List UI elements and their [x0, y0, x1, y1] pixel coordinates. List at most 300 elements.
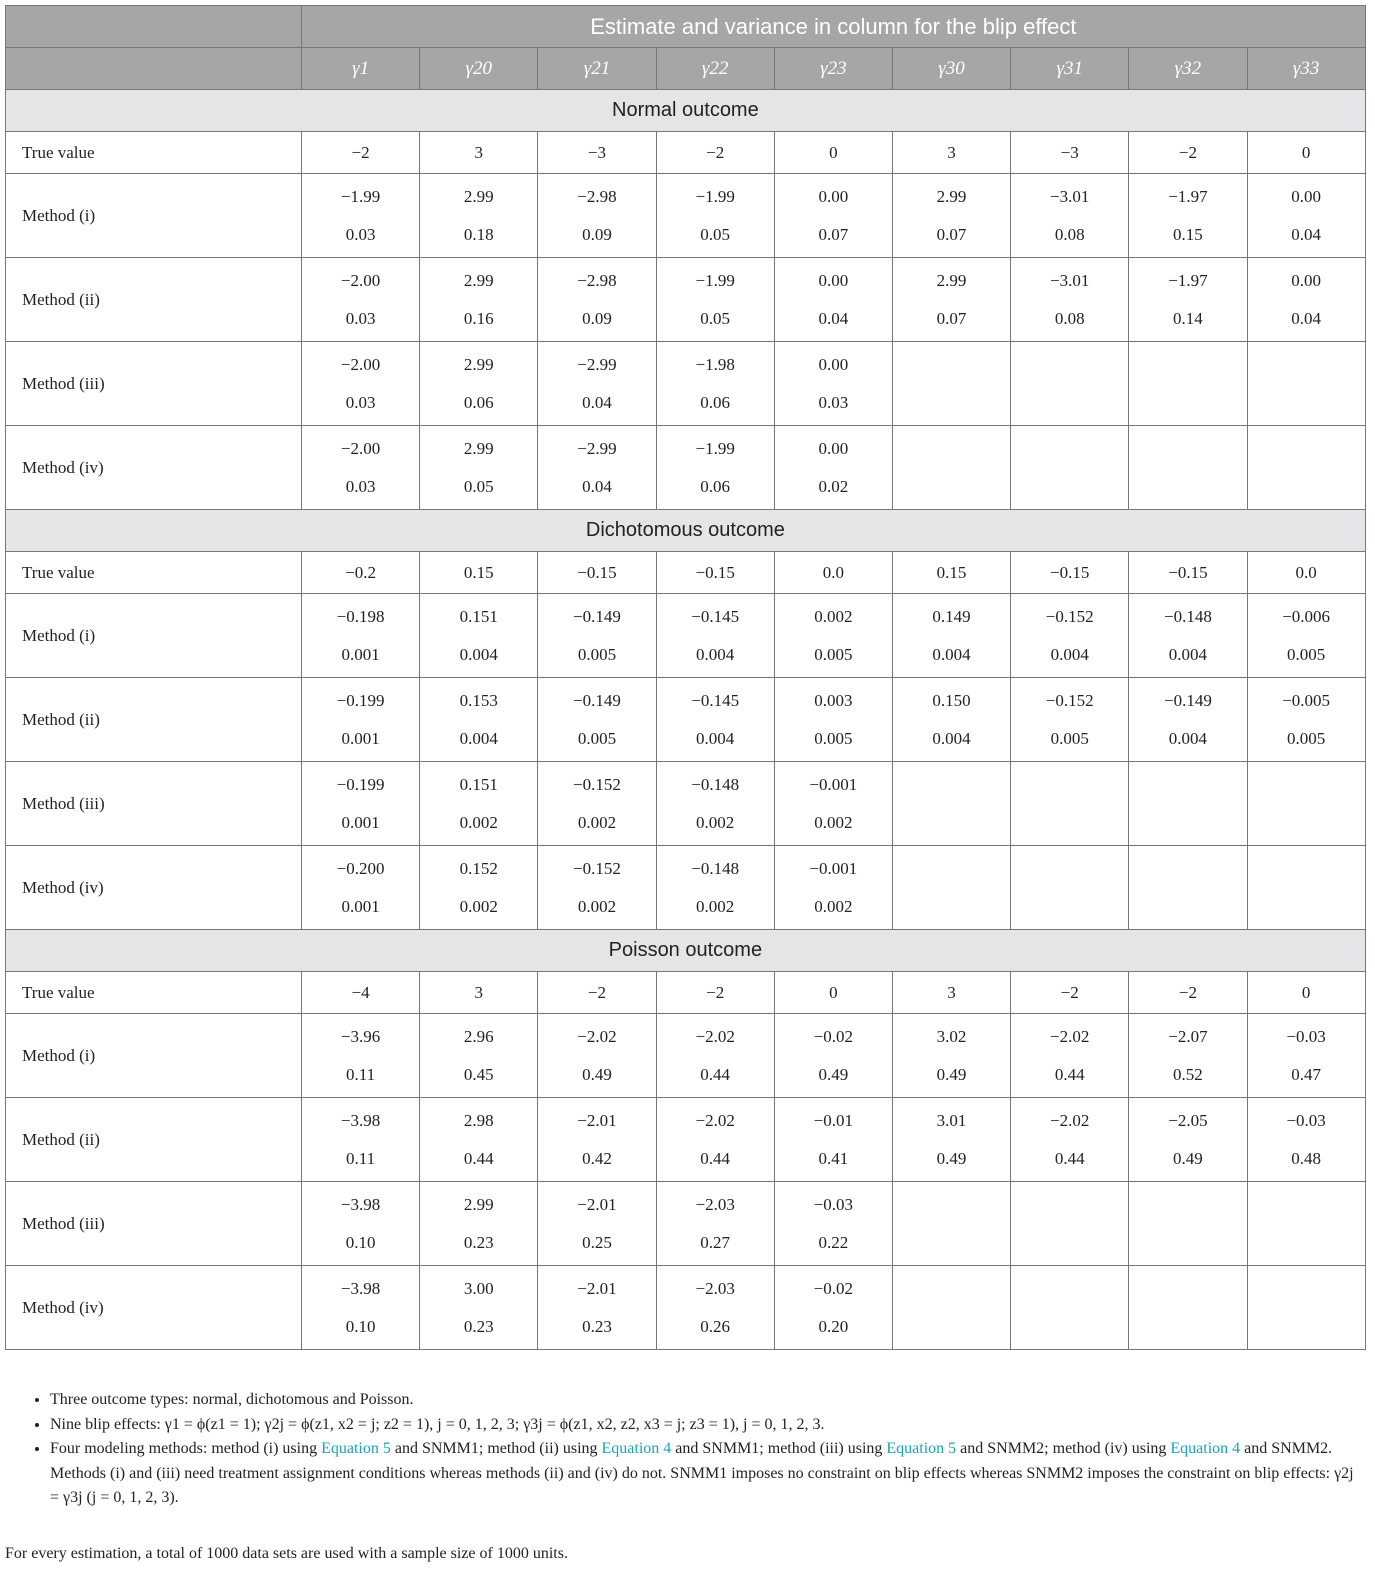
estimate-variance-cell — [302, 678, 420, 762]
true-value-cell: 3 — [420, 132, 538, 174]
variance-value: 0.26 — [700, 1316, 731, 1336]
estimate-value: 0.00 — [818, 270, 849, 290]
method-row — [6, 1014, 1366, 1098]
value-pair — [1129, 187, 1246, 245]
note-text: and SNMM1; method (ii) using — [390, 1440, 602, 1457]
value-pair — [538, 355, 655, 413]
value-pair — [1248, 691, 1365, 749]
estimate-value: −2.01 — [577, 1278, 617, 1298]
value-pair — [657, 1279, 774, 1337]
estimate-value: 2.98 — [463, 1110, 494, 1130]
estimate-value: −0.200 — [336, 858, 385, 878]
estimate-value: −3.98 — [340, 1278, 381, 1298]
value-pair — [420, 187, 537, 245]
value-pair — [1129, 691, 1246, 749]
method-row — [6, 1182, 1366, 1266]
variance-value: 0.004 — [1168, 644, 1208, 664]
estimate-variance-cell — [538, 174, 656, 258]
header-corner-cell — [6, 6, 302, 48]
variance-value: 0.44 — [700, 1148, 731, 1168]
variance-value: 0.005 — [577, 728, 617, 748]
value-pair — [893, 355, 1010, 413]
row-label: Method (iv) — [6, 1266, 302, 1350]
estimate-value: −3.96 — [340, 1026, 381, 1046]
estimate-value: −2.98 — [577, 186, 617, 206]
estimate-value: −0.006 — [1282, 606, 1331, 626]
estimate-value: 2.96 — [463, 1026, 494, 1046]
value-pair — [893, 775, 1010, 833]
value-pair — [657, 187, 774, 245]
method-row — [6, 258, 1366, 342]
variance-value: 0.15 — [1173, 224, 1203, 244]
variance-value: 0.06 — [700, 476, 731, 496]
value-pair — [538, 187, 655, 245]
estimate-value: −0.152 — [573, 858, 621, 878]
value-pair — [302, 187, 419, 245]
value-pair — [1248, 607, 1365, 665]
estimate-variance-cell — [420, 678, 538, 762]
variance-value: 0.49 — [1173, 1148, 1203, 1168]
estimate-variance-cell — [892, 426, 1010, 510]
value-pair — [893, 1279, 1010, 1337]
estimate-value: 0.00 — [1291, 270, 1321, 290]
section-title: Poisson outcome — [6, 930, 1366, 972]
estimate-variance-cell — [302, 762, 420, 846]
estimate-variance-cell — [892, 762, 1010, 846]
estimate-variance-cell — [892, 342, 1010, 426]
estimate-variance-cell — [892, 174, 1010, 258]
variance-value: 0.005 — [577, 644, 617, 664]
estimate-variance-cell — [302, 174, 420, 258]
variance-value: 0.002 — [814, 896, 853, 916]
estimate-variance-cell — [1247, 258, 1365, 342]
note-text: Four modeling methods: method (i) using — [50, 1440, 322, 1457]
variance-value: 0.001 — [341, 896, 380, 916]
estimate-variance-cell — [892, 258, 1010, 342]
estimate-variance-cell — [1011, 258, 1129, 342]
value-pair — [775, 187, 892, 245]
value-pair — [893, 1111, 1010, 1169]
column-header-symbol: γ33 — [1247, 48, 1365, 90]
estimate-variance-cell — [302, 1014, 420, 1098]
column-header-symbol: γ31 — [1011, 48, 1129, 90]
variance-value: 0.49 — [582, 1064, 612, 1084]
estimate-variance-cell — [420, 1182, 538, 1266]
estimate-variance-cell — [1247, 1098, 1365, 1182]
estimate-variance-cell — [1129, 1098, 1247, 1182]
estimate-value: 0.00 — [818, 354, 849, 374]
value-pair — [420, 775, 537, 833]
estimate-value: −3.98 — [340, 1194, 381, 1214]
variance-value: 0.005 — [814, 728, 853, 748]
variance-value: 0.22 — [818, 1232, 849, 1252]
value-pair — [1129, 775, 1246, 833]
estimate-value: −0.199 — [336, 774, 385, 794]
row-label: Method (ii) — [6, 1098, 302, 1182]
estimate-value: −2.07 — [1168, 1026, 1208, 1046]
estimate-variance-cell — [538, 1014, 656, 1098]
equation-4-link[interactable]: Equation 4 — [1170, 1440, 1241, 1457]
estimate-variance-cell — [1011, 846, 1129, 930]
estimate-variance-cell — [656, 342, 774, 426]
variance-value: 0.002 — [577, 812, 617, 832]
column-header-symbol: γ23 — [774, 48, 892, 90]
estimate-value: 0.153 — [459, 690, 498, 710]
estimate-variance-cell — [538, 426, 656, 510]
value-pair — [1011, 1111, 1128, 1169]
section-title: Dichotomous outcome — [6, 510, 1366, 552]
true-value-cell: −3 — [1011, 132, 1129, 174]
estimate-variance-cell — [302, 426, 420, 510]
value-pair — [893, 439, 1010, 497]
estimate-variance-cell — [892, 1182, 1010, 1266]
estimate-value: −2.00 — [340, 438, 381, 458]
estimate-variance-cell — [302, 846, 420, 930]
estimate-value: 0.00 — [818, 186, 849, 206]
estimate-variance-cell — [420, 846, 538, 930]
value-pair — [302, 271, 419, 329]
estimate-value: 0.00 — [818, 438, 849, 458]
estimate-value: −2.01 — [577, 1194, 617, 1214]
value-pair — [302, 691, 419, 749]
estimate-value: −1.99 — [695, 270, 735, 290]
method-row — [6, 846, 1366, 930]
value-pair — [775, 271, 892, 329]
header-title-row — [6, 6, 1366, 48]
table-footnote: For every estimation, a total of 1000 data sets are used with a sample size of 1000 units. — [5, 1545, 568, 1562]
estimate-variance-cell — [1129, 594, 1247, 678]
value-pair — [420, 1027, 537, 1085]
value-pair — [302, 439, 419, 497]
equation-5-link[interactable]: Equation 5 — [886, 1440, 957, 1457]
method-row — [6, 1266, 1366, 1350]
row-label: Method (i) — [6, 1014, 302, 1098]
value-pair — [893, 1195, 1010, 1253]
variance-value: 0.05 — [463, 476, 494, 496]
variance-value: 0.07 — [936, 224, 967, 244]
value-pair — [775, 1195, 892, 1253]
estimate-value: −2.01 — [577, 1110, 617, 1130]
value-pair — [1248, 187, 1365, 245]
row-label: Method (i) — [6, 174, 302, 258]
estimate-variance-cell — [538, 342, 656, 426]
variance-value: 0.005 — [814, 644, 853, 664]
column-header-symbol: γ20 — [420, 48, 538, 90]
estimate-value: −0.01 — [813, 1110, 854, 1130]
value-pair — [1011, 691, 1128, 749]
value-pair — [302, 1195, 419, 1253]
row-label: True value — [6, 552, 302, 594]
estimate-value: −1.97 — [1168, 270, 1208, 290]
variance-value: 0.001 — [341, 728, 380, 748]
variance-value: 0.004 — [696, 644, 735, 664]
estimate-variance-cell — [774, 1182, 892, 1266]
estimate-variance-cell — [538, 678, 656, 762]
estimate-value: −0.02 — [813, 1026, 854, 1046]
value-pair — [1011, 187, 1128, 245]
section-row — [6, 930, 1366, 972]
estimate-variance-cell — [774, 678, 892, 762]
variance-value: 0.25 — [582, 1232, 612, 1252]
row-label: True value — [6, 132, 302, 174]
value-pair — [1129, 1111, 1246, 1169]
estimate-variance-cell — [420, 1266, 538, 1350]
estimate-value: 2.99 — [936, 270, 967, 290]
blip-effect-table — [5, 5, 1366, 1350]
true-value-cell: 0 — [774, 132, 892, 174]
estimate-value: 3.00 — [463, 1278, 494, 1298]
estimate-variance-cell — [1129, 174, 1247, 258]
value-pair — [893, 1027, 1010, 1085]
estimate-variance-cell — [1011, 678, 1129, 762]
value-pair — [420, 1279, 537, 1337]
variance-value: 0.10 — [345, 1316, 376, 1336]
estimate-variance-cell — [1011, 762, 1129, 846]
estimate-variance-cell — [1129, 426, 1247, 510]
estimate-variance-cell — [656, 426, 774, 510]
value-pair — [1011, 439, 1128, 497]
true-value-cell: −0.15 — [656, 552, 774, 594]
variance-value: 0.004 — [459, 728, 498, 748]
estimate-variance-cell — [774, 1014, 892, 1098]
variance-value: 0.04 — [1291, 224, 1321, 244]
estimate-variance-cell — [1011, 1014, 1129, 1098]
variance-value: 0.07 — [818, 224, 849, 244]
true-value-cell: −2 — [656, 972, 774, 1014]
value-pair — [302, 775, 419, 833]
estimate-value: −3.98 — [340, 1110, 381, 1130]
estimate-variance-cell — [1129, 1014, 1247, 1098]
variance-value: 0.23 — [582, 1316, 612, 1336]
variance-value: 0.005 — [1050, 728, 1089, 748]
estimate-value: 0.00 — [1291, 186, 1321, 206]
true-value-cell: −2 — [1129, 972, 1247, 1014]
method-row — [6, 426, 1366, 510]
variance-value: 0.11 — [346, 1148, 376, 1168]
estimate-variance-cell — [1129, 762, 1247, 846]
note-text: and SNMM2; method (iv) using — [956, 1440, 1171, 1457]
estimate-variance-cell — [774, 258, 892, 342]
estimate-value: −0.02 — [813, 1278, 854, 1298]
estimate-variance-cell — [774, 762, 892, 846]
estimate-value: −2.02 — [577, 1026, 617, 1046]
value-pair — [1129, 1279, 1246, 1337]
row-label: Method (i) — [6, 594, 302, 678]
estimate-variance-cell — [656, 762, 774, 846]
true-value-cell: −2 — [656, 132, 774, 174]
estimate-variance-cell — [1011, 1266, 1129, 1350]
estimate-value: −0.148 — [691, 858, 740, 878]
value-pair — [1248, 439, 1365, 497]
value-pair — [420, 271, 537, 329]
estimate-variance-cell — [656, 678, 774, 762]
value-pair — [657, 1027, 774, 1085]
equation-4-link[interactable]: Equation 4 — [601, 1440, 672, 1457]
estimate-variance-cell — [1011, 426, 1129, 510]
variance-value: 0.44 — [1054, 1064, 1085, 1084]
method-row — [6, 762, 1366, 846]
value-pair — [893, 691, 1010, 749]
estimate-value: 0.002 — [814, 606, 853, 626]
estimate-variance-cell — [892, 594, 1010, 678]
value-pair — [657, 859, 774, 917]
estimate-value: 0.152 — [459, 858, 498, 878]
true-value-cell: 3 — [892, 972, 1010, 1014]
value-pair — [657, 1195, 774, 1253]
estimate-value: −1.99 — [695, 186, 735, 206]
value-pair — [775, 1279, 892, 1337]
estimate-variance-cell — [1247, 678, 1365, 762]
variance-value: 0.20 — [818, 1316, 849, 1336]
true-value-cell: −3 — [538, 132, 656, 174]
value-pair — [420, 355, 537, 413]
value-pair — [302, 859, 419, 917]
variance-value: 0.11 — [346, 1064, 376, 1084]
true-value-cell: −0.2 — [302, 552, 420, 594]
variance-value: 0.52 — [1173, 1064, 1203, 1084]
true-value-cell: 3 — [892, 132, 1010, 174]
variance-value: 0.23 — [463, 1232, 494, 1252]
value-pair — [538, 1111, 655, 1169]
true-value-cell: −2 — [1129, 132, 1247, 174]
estimate-variance-cell — [420, 426, 538, 510]
value-pair — [1011, 271, 1128, 329]
value-pair — [302, 607, 419, 665]
method-row — [6, 1098, 1366, 1182]
variance-value: 0.06 — [700, 392, 731, 412]
estimate-value: −2.03 — [695, 1194, 735, 1214]
value-pair — [1129, 607, 1246, 665]
estimate-variance-cell — [774, 342, 892, 426]
value-pair — [1129, 355, 1246, 413]
note-text: and SNMM2. Methods (i) and (iii) need treatment assignment conditions whereas methods (ii) and (iv) do not. SNMM1 imposes no constraint on blip effects whereas SNMM2 imposes the constraint on blip effects: γ2j = γ3j (j = 0, 1, 2, 3). — [50, 1440, 1354, 1506]
variance-value: 0.004 — [932, 644, 971, 664]
row-label: Method (ii) — [6, 678, 302, 762]
variance-value: 0.04 — [582, 476, 612, 496]
variance-value: 0.002 — [814, 812, 853, 832]
variance-value: 0.05 — [700, 224, 731, 244]
row-label: Method (ii) — [6, 258, 302, 342]
variance-value: 0.16 — [463, 308, 494, 328]
estimate-variance-cell — [892, 1266, 1010, 1350]
value-pair — [893, 187, 1010, 245]
true-value-cell: 0 — [1247, 132, 1365, 174]
estimate-value: −0.152 — [573, 774, 621, 794]
variance-value: 0.10 — [345, 1232, 376, 1252]
value-pair — [1129, 1195, 1246, 1253]
variance-value: 0.04 — [582, 392, 612, 412]
estimate-variance-cell — [302, 342, 420, 426]
variance-value: 0.09 — [582, 308, 612, 328]
estimate-value: −0.198 — [336, 606, 385, 626]
estimate-variance-cell — [1129, 342, 1247, 426]
variance-value: 0.03 — [345, 308, 376, 328]
value-pair — [420, 1111, 537, 1169]
estimate-value: −0.149 — [1163, 690, 1212, 710]
estimate-value: 0.151 — [459, 774, 498, 794]
estimate-value: −0.149 — [573, 690, 621, 710]
variance-value: 0.002 — [459, 812, 498, 832]
estimate-variance-cell — [1247, 1182, 1365, 1266]
estimate-value: −2.02 — [1050, 1026, 1090, 1046]
estimate-value: −0.03 — [1286, 1110, 1326, 1130]
method-row — [6, 342, 1366, 426]
value-pair — [538, 271, 655, 329]
variance-value: 0.49 — [936, 1148, 967, 1168]
value-pair — [775, 691, 892, 749]
estimate-variance-cell — [538, 1182, 656, 1266]
equation-5-link[interactable]: Equation 5 — [321, 1440, 391, 1457]
value-pair — [420, 439, 537, 497]
estimate-variance-cell — [774, 174, 892, 258]
method-row — [6, 174, 1366, 258]
estimate-value: −2.99 — [577, 438, 617, 458]
estimate-value: −2.99 — [577, 354, 617, 374]
estimate-value: 2.99 — [463, 1194, 494, 1214]
value-pair — [775, 355, 892, 413]
value-pair — [893, 271, 1010, 329]
estimate-value: −0.001 — [809, 858, 858, 878]
variance-value: 0.23 — [463, 1316, 494, 1336]
estimate-variance-cell — [892, 1098, 1010, 1182]
value-pair — [1011, 1027, 1128, 1085]
estimate-value: −2.03 — [695, 1278, 735, 1298]
estimate-value: 0.149 — [932, 606, 971, 626]
value-pair — [1248, 355, 1365, 413]
value-pair — [1011, 775, 1128, 833]
variance-value: 0.08 — [1054, 308, 1085, 328]
variance-value: 0.001 — [341, 812, 380, 832]
value-pair — [893, 859, 1010, 917]
method-row — [6, 594, 1366, 678]
estimate-value: −2.00 — [340, 354, 381, 374]
estimate-variance-cell — [1247, 846, 1365, 930]
estimate-variance-cell — [774, 1098, 892, 1182]
estimate-value: −2.05 — [1168, 1110, 1208, 1130]
value-pair — [538, 859, 655, 917]
estimate-value: −0.148 — [1163, 606, 1212, 626]
estimate-value: −2.00 — [340, 270, 381, 290]
estimate-variance-cell — [892, 846, 1010, 930]
estimate-value: −3.01 — [1050, 186, 1090, 206]
variance-value: 0.08 — [1054, 224, 1085, 244]
estimate-value: 2.99 — [463, 354, 494, 374]
value-pair — [1248, 1279, 1365, 1337]
estimate-variance-cell — [1011, 1182, 1129, 1266]
results-table-container — [5, 5, 1355, 1350]
variance-value: 0.002 — [577, 896, 617, 916]
value-pair — [1129, 1027, 1246, 1085]
method-row — [6, 678, 1366, 762]
estimate-variance-cell — [1247, 342, 1365, 426]
estimate-value: −0.199 — [336, 690, 385, 710]
true-value-cell: −2 — [538, 972, 656, 1014]
estimate-variance-cell — [656, 594, 774, 678]
value-pair — [538, 439, 655, 497]
estimate-variance-cell — [302, 1182, 420, 1266]
estimate-variance-cell — [656, 1266, 774, 1350]
estimate-variance-cell — [1129, 258, 1247, 342]
variance-value: 0.004 — [459, 644, 498, 664]
estimate-variance-cell — [892, 678, 1010, 762]
estimate-value: −3.01 — [1050, 270, 1090, 290]
true-value-cell: 0 — [1247, 972, 1365, 1014]
estimate-variance-cell — [420, 342, 538, 426]
row-label: Method (iii) — [6, 342, 302, 426]
variance-value: 0.001 — [341, 644, 380, 664]
true-value-cell: 3 — [420, 972, 538, 1014]
estimate-variance-cell — [1011, 174, 1129, 258]
